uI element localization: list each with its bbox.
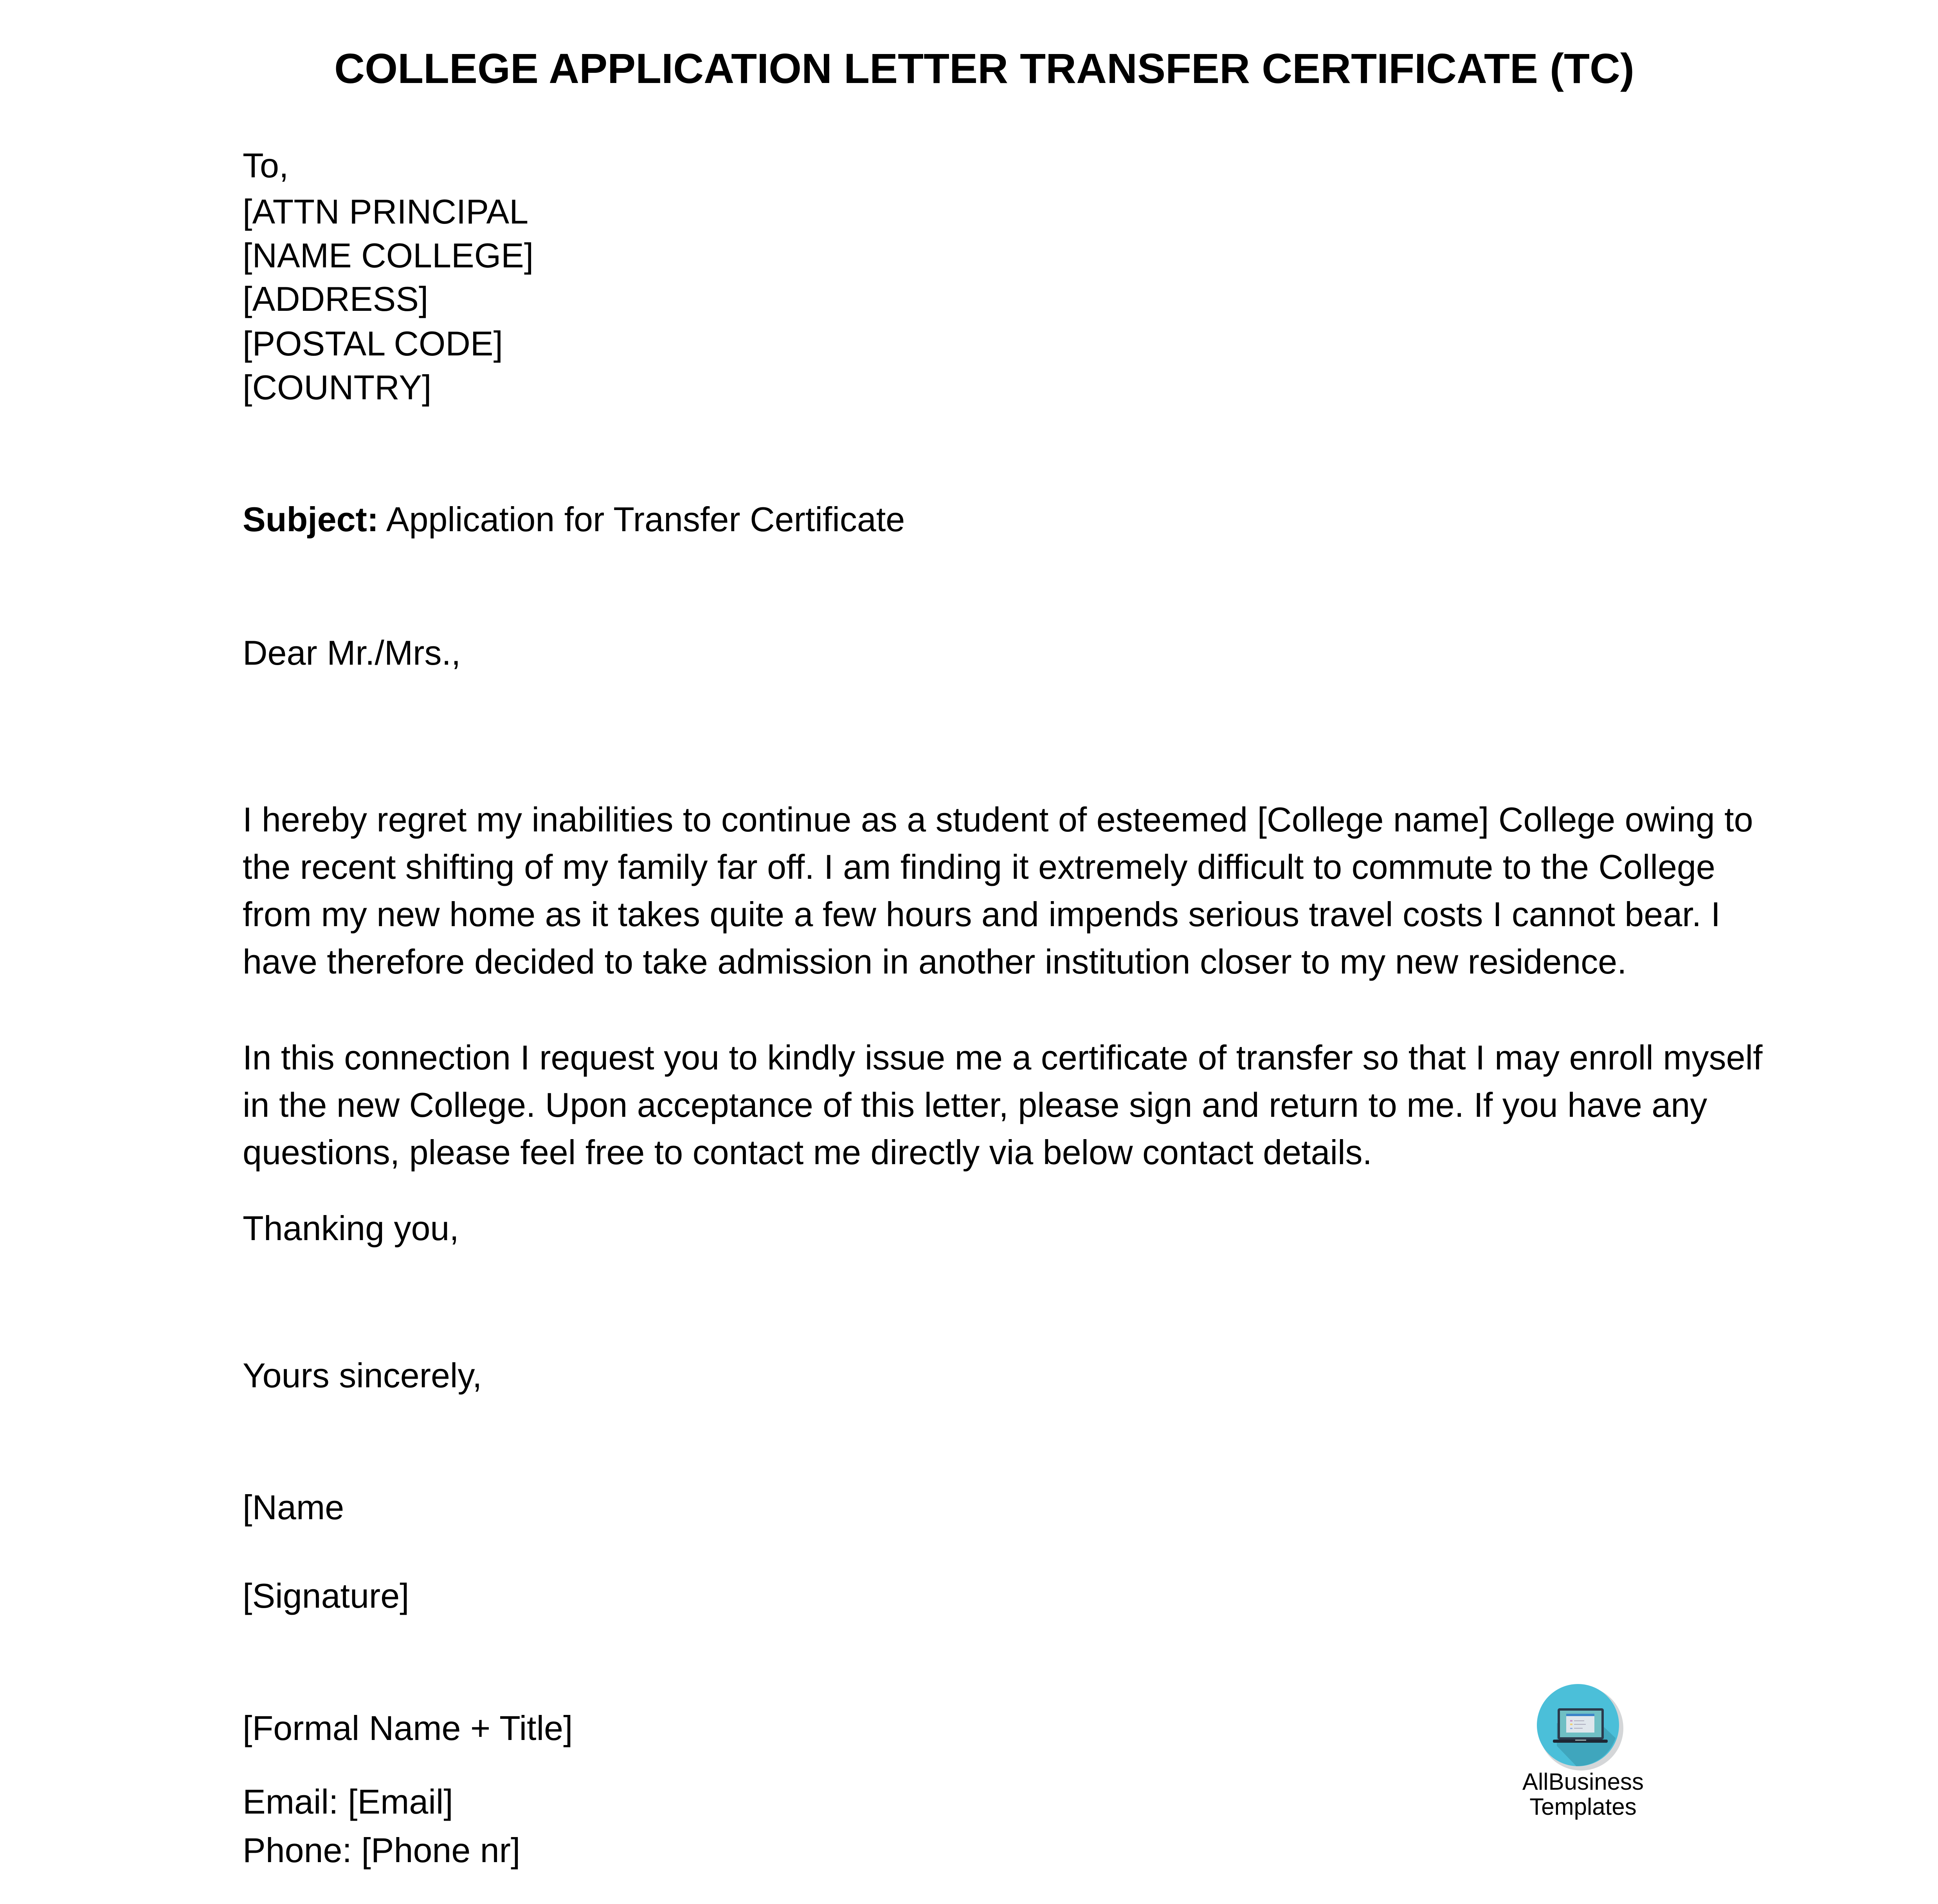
logo-text-line2: Templates <box>1529 1794 1637 1820</box>
allbusiness-logo <box>1518 1679 1648 1836</box>
page-title: COLLEGE APPLICATION LETTER TRANSFER CERTIFICATE (TC) <box>334 45 1634 92</box>
logo-text-line1: AllBusiness <box>1522 1769 1644 1795</box>
subject-label: Subject: <box>243 500 379 539</box>
formal-name-title: [Formal Name + Title] <box>243 1709 573 1747</box>
salutation: Dear Mr./Mrs., <box>243 633 461 672</box>
paragraph-2-line: In this connection I request you to kindly issue me a certificate of transfer so that I may enroll myself <box>243 1038 1763 1077</box>
paragraph-1-line: I hereby regret my inabilities to continue as a student of esteemed [College name] College owing to <box>243 800 1753 839</box>
closing: Yours sincerely, <box>243 1356 482 1395</box>
recipient-line: [ATTN PRINCIPAL <box>243 192 529 231</box>
recipient-line: [POSTAL CODE] <box>243 324 503 363</box>
subject-line <box>243 498 905 541</box>
sender-name: [Name <box>243 1488 344 1527</box>
recipient-line: [NAME COLLEGE] <box>243 236 534 275</box>
paragraph-1-line: the recent shifting of my family far off. I am finding it extremely difficult to commute to the College <box>243 847 1715 886</box>
paragraph-2-line: questions, please feel free to contact me directly via below contact details. <box>243 1133 1372 1172</box>
recipient-to: To, <box>243 146 289 185</box>
signature: [Signature] <box>243 1576 409 1615</box>
recipient-line: [COUNTRY] <box>243 368 432 407</box>
paragraph-1-line: have therefore decided to take admission in another institution closer to my new residence. <box>243 942 1627 981</box>
thanks: Thanking you, <box>243 1209 459 1248</box>
phone: Phone: [Phone nr] <box>243 1831 521 1870</box>
paragraph-2-line: in the new College. Upon acceptance of this letter, please sign and return to me. If you have any <box>243 1085 1707 1124</box>
email: Email: [Email] <box>243 1782 453 1821</box>
paragraph-1-line: from my new home as it takes quite a few hours and impends serious travel costs I cannot bear. I <box>243 895 1721 934</box>
laptop-icon <box>1518 1679 1648 1773</box>
recipient-line: [ADDRESS] <box>243 279 429 318</box>
subject-text: Application for Transfer Certificate <box>378 500 905 539</box>
